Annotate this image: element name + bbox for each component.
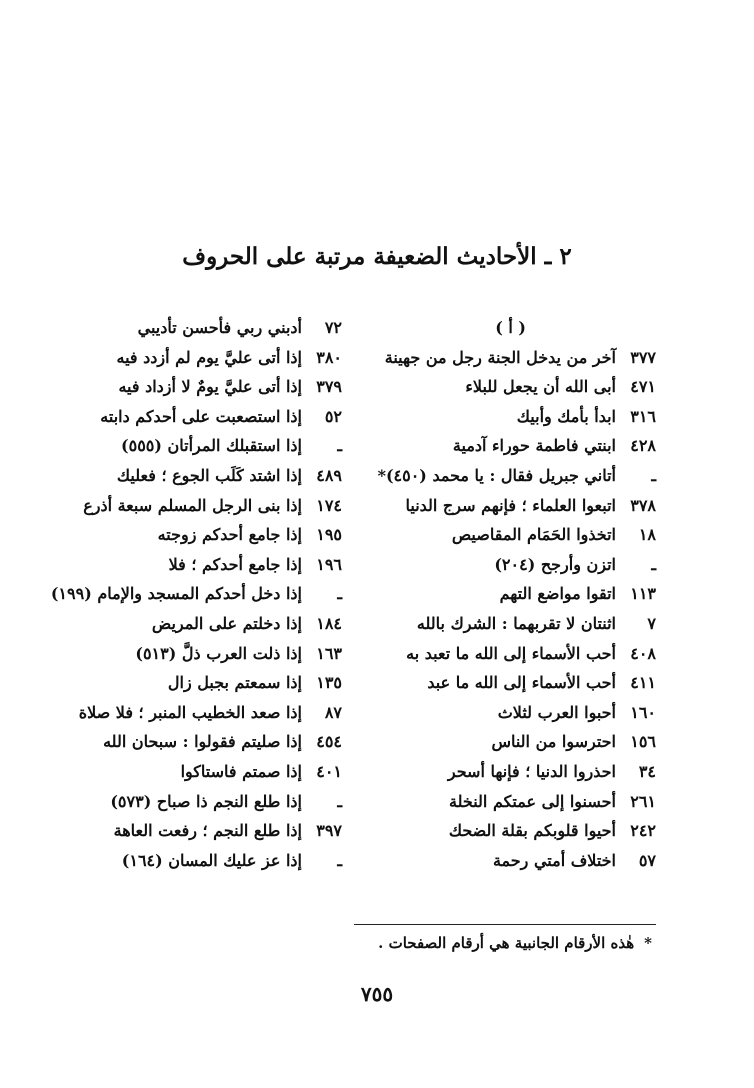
entry-page-number: ٥٢ [324, 406, 342, 426]
entry-page-number: ١٩٥ [316, 525, 342, 545]
index-entry [50, 757, 342, 787]
entry-hadith-text: إذا سمعتم بجبل زال [167, 673, 302, 693]
entry-page-number: ٤٥٤ [316, 732, 342, 752]
index-entry [50, 431, 342, 461]
entry-page-number: ١٣٥ [316, 673, 342, 693]
entry-hadith-text: إذا جامع أحدكم ؛ فلا [168, 554, 302, 574]
index-entry [50, 520, 342, 550]
section-letter: ( أ ) [495, 318, 526, 337]
entry-hadith-text: أحب الأسماء إلى الله ما تعبد به [406, 643, 616, 663]
page-title: ٢ ـ الأحاديث الضعيفة مرتبة على الحروف [182, 243, 572, 270]
index-entry [372, 491, 656, 521]
entry-page-number: ١٨ [638, 525, 656, 545]
page-number: ٧٥٥ [360, 982, 394, 1006]
entry-hadith-text: أحيوا قلوبكم بقلة الضحك [448, 821, 616, 841]
entry-hadith-text: أتاني جبريل فقال : يا محمد (٤٥٠)* [377, 465, 616, 485]
entry-page-number: ٣٨٠ [316, 347, 342, 367]
entry-hadith-text: إذا عز عليك المسان (١٦٤) [121, 850, 302, 870]
index-entry [50, 402, 342, 432]
index-entry [50, 372, 342, 402]
entry-page-number: ٤٠١ [316, 761, 342, 781]
entry-page-number: ٤٢٨ [630, 436, 656, 456]
footnote-text: هٰذه الأرقام الجانبية هي أرقام الصفحات . [378, 934, 635, 952]
entry-hadith-text: إذا استصعبت على أحدكم دابته [100, 406, 302, 426]
entry-hadith-text: اثنتان لا تقربهما : الشرك بالله [416, 613, 616, 633]
entry-hadith-text: اختلاف أمتي رحمة [492, 850, 616, 870]
entry-page-number: ٤٠٨ [630, 643, 656, 663]
entry-page-number: ٥٧ [638, 850, 656, 870]
entry-page-number: ـ [651, 465, 656, 485]
entry-hadith-text: إذا أتى عليَّ يوم لم أزدد فيه [116, 347, 302, 367]
entry-hadith-text: آخر من يدخل الجنة رجل من جهينة [384, 347, 616, 367]
entry-page-number: ٣١٦ [630, 406, 656, 426]
index-entry [50, 787, 342, 817]
entry-hadith-text: إذا صعد الخطيب المنبر ؛ فلا صلاة [78, 702, 302, 722]
entry-page-number: ١٥٦ [630, 732, 656, 752]
left-index-column [50, 313, 342, 875]
entry-page-number: ٨٧ [324, 702, 342, 722]
index-entry [372, 579, 656, 609]
entry-page-number: ٢٦١ [630, 791, 656, 811]
entry-page-number: ـ [337, 850, 342, 870]
index-entry [372, 757, 656, 787]
index-entry [372, 668, 656, 698]
index-entry [50, 846, 342, 876]
index-entry [372, 698, 656, 728]
entry-hadith-text: احترسوا من الناس [491, 732, 616, 752]
index-entry [372, 431, 656, 461]
entry-page-number: ٧ [647, 613, 656, 633]
index-entry [50, 313, 342, 343]
entry-hadith-text: إذا طلع النجم ؛ رفعت العاهة [113, 821, 302, 841]
entry-page-number: ٤٧١ [630, 377, 656, 397]
entry-page-number: ـ [337, 584, 342, 604]
entry-page-number: ١١٣ [630, 584, 656, 604]
index-entry [50, 698, 342, 728]
entry-page-number: ١٩٦ [316, 554, 342, 574]
index-entry [50, 343, 342, 373]
index-entry [50, 639, 342, 669]
index-entry [372, 550, 656, 580]
index-entry [50, 550, 342, 580]
entry-hadith-text: إذا دخل أحدكم المسجد والإمام (١٩٩) [50, 584, 302, 604]
entry-hadith-text: إذا أتى عليَّ يومٌ لا أزداد فيه [118, 377, 302, 397]
entry-hadith-text: إذا استقبلك المرأتان (٥٥٥) [121, 436, 302, 456]
index-entry [372, 520, 656, 550]
entry-page-number: ١٧٤ [316, 495, 342, 515]
entry-hadith-text: احذروا الدنيا ؛ فإنها أسحر [447, 761, 616, 781]
index-entry [372, 787, 656, 817]
right-index-column [372, 313, 656, 875]
entry-hadith-text: إذا طلع النجم ذا صباح (٥٧٣) [110, 791, 302, 811]
entry-hadith-text: أبى الله أن يجعل للبلاء [465, 377, 616, 397]
footnote-mark: * [644, 934, 652, 952]
entry-hadith-text: ابنتي فاطمة حوراء آدمية [452, 436, 616, 456]
index-entry [372, 343, 656, 373]
entry-page-number: ٣٧٩ [316, 377, 342, 397]
entry-hadith-text: ابدأ بأمك وأبيك [516, 406, 616, 426]
entry-page-number: ٢٤٢ [630, 821, 656, 841]
index-entry [372, 372, 656, 402]
index-entry [50, 461, 342, 491]
right-rows [372, 343, 656, 876]
entry-page-number: ١٦٠ [630, 702, 656, 722]
entry-hadith-text: إذا ذلت العرب ذلَّ (٥١٣) [135, 643, 302, 663]
entry-page-number: ـ [337, 436, 342, 456]
entry-page-number: ـ [651, 554, 656, 574]
index-entry [372, 846, 656, 876]
entry-hadith-text: إذا بنى الرجل المسلم سبعة أذرع [83, 495, 302, 515]
left-rows [50, 313, 342, 875]
entry-page-number: ٣٧٨ [630, 495, 656, 515]
entry-hadith-text: إذا صليتم فقولوا : سبحان الله [103, 732, 302, 752]
entry-hadith-text: إذا اشتد كَلَب الجوع ؛ فعليك [116, 465, 302, 485]
entry-hadith-text: أدبني ربي فأحسن تأديبي [137, 318, 302, 337]
index-entry [50, 491, 342, 521]
entry-page-number: ٤١١ [630, 673, 656, 693]
index-entry [50, 609, 342, 639]
entry-page-number: ١٨٤ [316, 613, 342, 633]
index-entry [372, 816, 656, 846]
entry-hadith-text: اتخذوا الحَمَام المقاصيص [451, 525, 616, 545]
entry-hadith-text: أحبوا العرب لثلاث [497, 702, 616, 722]
index-entry [372, 727, 656, 757]
index-entry [50, 816, 342, 846]
index-entry [50, 579, 342, 609]
index-entry [372, 639, 656, 669]
entry-hadith-text: أحسنوا إلى عمتكم النخلة [449, 791, 616, 811]
entry-page-number: ٣٩٧ [316, 821, 342, 841]
entry-page-number: ١٦٣ [316, 643, 342, 663]
index-entry [50, 727, 342, 757]
entry-hadith-text: اتبعوا العلماء ؛ فإنهم سرج الدنيا [405, 495, 616, 515]
index-entry [372, 402, 656, 432]
index-entry [372, 461, 656, 491]
entry-page-number: ٣٤ [638, 761, 656, 781]
entry-hadith-text: اتقوا مواضع التهم [499, 584, 616, 604]
entry-page-number: ٧٢ [324, 318, 342, 337]
entry-hadith-text: أحب الأسماء إلى الله ما عبد [427, 673, 616, 693]
entry-page-number: ٤٨٩ [316, 465, 342, 485]
footnote-divider [354, 924, 656, 925]
footnote [354, 934, 652, 952]
entry-page-number: ـ [337, 791, 342, 811]
entry-hadith-text: إذا دخلتم على المريض [151, 613, 302, 633]
index-entry [50, 668, 342, 698]
index-entry [372, 609, 656, 639]
entry-hadith-text: إذا جامع أحدكم زوجته [157, 525, 302, 545]
entry-hadith-text: إذا صمتم فاستاكوا [180, 761, 302, 781]
entry-page-number: ٣٧٧ [630, 347, 656, 367]
entry-hadith-text: اتزن وأرجح (٢٠٤) [494, 554, 616, 574]
